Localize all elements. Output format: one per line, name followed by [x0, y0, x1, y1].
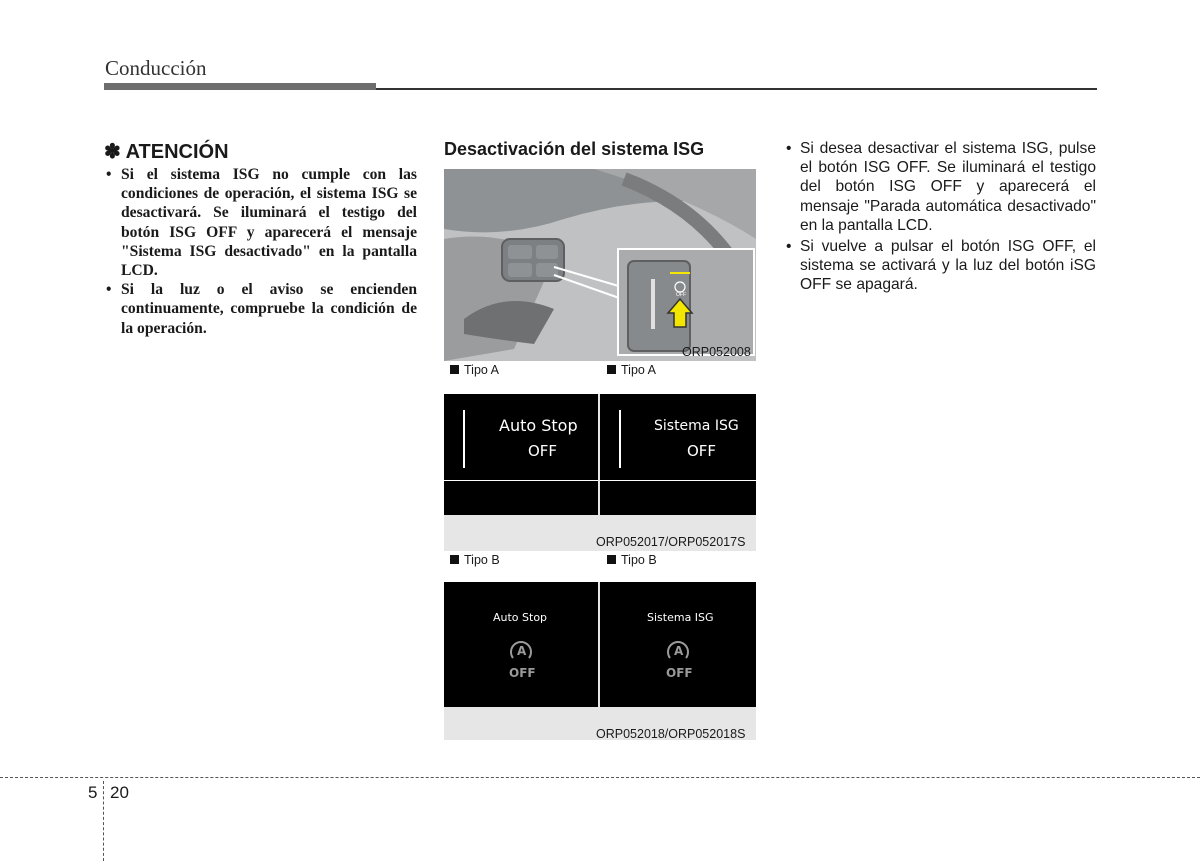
- type-b-panel: [444, 582, 756, 740]
- button-off-label: OFF: [676, 292, 686, 298]
- section-title: Conducción: [105, 56, 207, 80]
- lcd-bar: [463, 410, 465, 468]
- type-b-right-label: Tipo B: [607, 553, 657, 567]
- attention-list: [104, 165, 417, 338]
- attention-title: ✽ ATENCIÓN: [104, 141, 229, 163]
- lcd-divider: [600, 480, 756, 481]
- attention-item-text: Si la luz o el aviso se encienden continuamente, compruebe la condición de la operación.: [121, 281, 417, 337]
- auto-stop-icon-letter: A: [674, 644, 684, 658]
- instruction-item: [784, 237, 1096, 295]
- lcd-line2: OFF: [666, 666, 693, 680]
- dashboard-photo: [444, 169, 756, 361]
- photo-caption: ORP052008: [682, 345, 751, 359]
- auto-stop-icon-letter: A: [517, 644, 527, 658]
- page-number: 20: [110, 783, 129, 802]
- bullet-icon: •: [106, 281, 112, 299]
- header-rule-thick: [104, 83, 376, 90]
- type-a-caption: ORP052017/ORP052017S: [596, 535, 746, 549]
- square-bullet-icon: [607, 555, 616, 564]
- lcd-line2: OFF: [509, 666, 536, 680]
- lcd-bar: [619, 410, 621, 468]
- type-a-left-label: Tipo A: [450, 363, 499, 377]
- type-a-lcd-right: [600, 394, 756, 515]
- chapter-number: 5: [88, 783, 98, 802]
- type-b-left-label: Tipo B: [450, 553, 500, 567]
- type-b-lcd-right: [600, 582, 756, 707]
- square-bullet-icon: [607, 365, 616, 374]
- attention-item: [104, 280, 417, 338]
- lcd-line2: OFF: [528, 442, 558, 460]
- instruction-item-text: Si vuelve a pulsar el botón ISG OFF, el sistema se activará y la luz del botón iSG OFF se apagará.: [800, 238, 1096, 294]
- type-b-caption: ORP052018/ORP052018S: [596, 727, 746, 741]
- lcd-line1: Auto Stop: [499, 416, 578, 435]
- footer-rule: [0, 777, 1200, 778]
- lcd-line1: Sistema ISG: [654, 418, 739, 434]
- lcd-line1: Sistema ISG: [647, 611, 714, 624]
- bullet-icon: •: [786, 140, 792, 157]
- instruction-item: [784, 139, 1096, 235]
- subsection-title: Desactivación del sistema ISG: [444, 139, 705, 159]
- square-bullet-icon: [450, 555, 459, 564]
- attention-item-text: Si el sistema ISG no cumple con las condiciones de operación, el sistema ISG se desactivará. Se iluminará el testigo del botón ISG OFF y aparecerá el mensaje "Sistema ISG desactivado" en la pantalla LCD.: [121, 166, 417, 280]
- instruction-item-text: Si desea desactivar el sistema ISG, pulse el botón ISG OFF. Se iluminará el testigo del botón ISG OFF y aparecerá el mensaje "Parada automática desactivado" en la pantalla LCD.: [800, 140, 1096, 234]
- bullet-icon: •: [106, 166, 112, 183]
- square-bullet-icon: [450, 365, 459, 374]
- type-a-panel: [444, 394, 756, 551]
- attention-item: [104, 165, 417, 280]
- lcd-divider: [444, 480, 598, 481]
- bullet-icon: •: [786, 238, 792, 256]
- type-b-lcd-left: [444, 582, 598, 707]
- lcd-line1: Auto Stop: [493, 611, 548, 624]
- type-a-right-label: Tipo A: [607, 363, 656, 377]
- type-a-lcd-left: [444, 394, 598, 515]
- lcd-line2: OFF: [687, 442, 717, 460]
- footer-vertical-rule: [103, 781, 104, 861]
- dashboard-illustration: [444, 169, 756, 361]
- instructions-list: [784, 139, 1096, 297]
- header-rule-thin: [376, 88, 1097, 90]
